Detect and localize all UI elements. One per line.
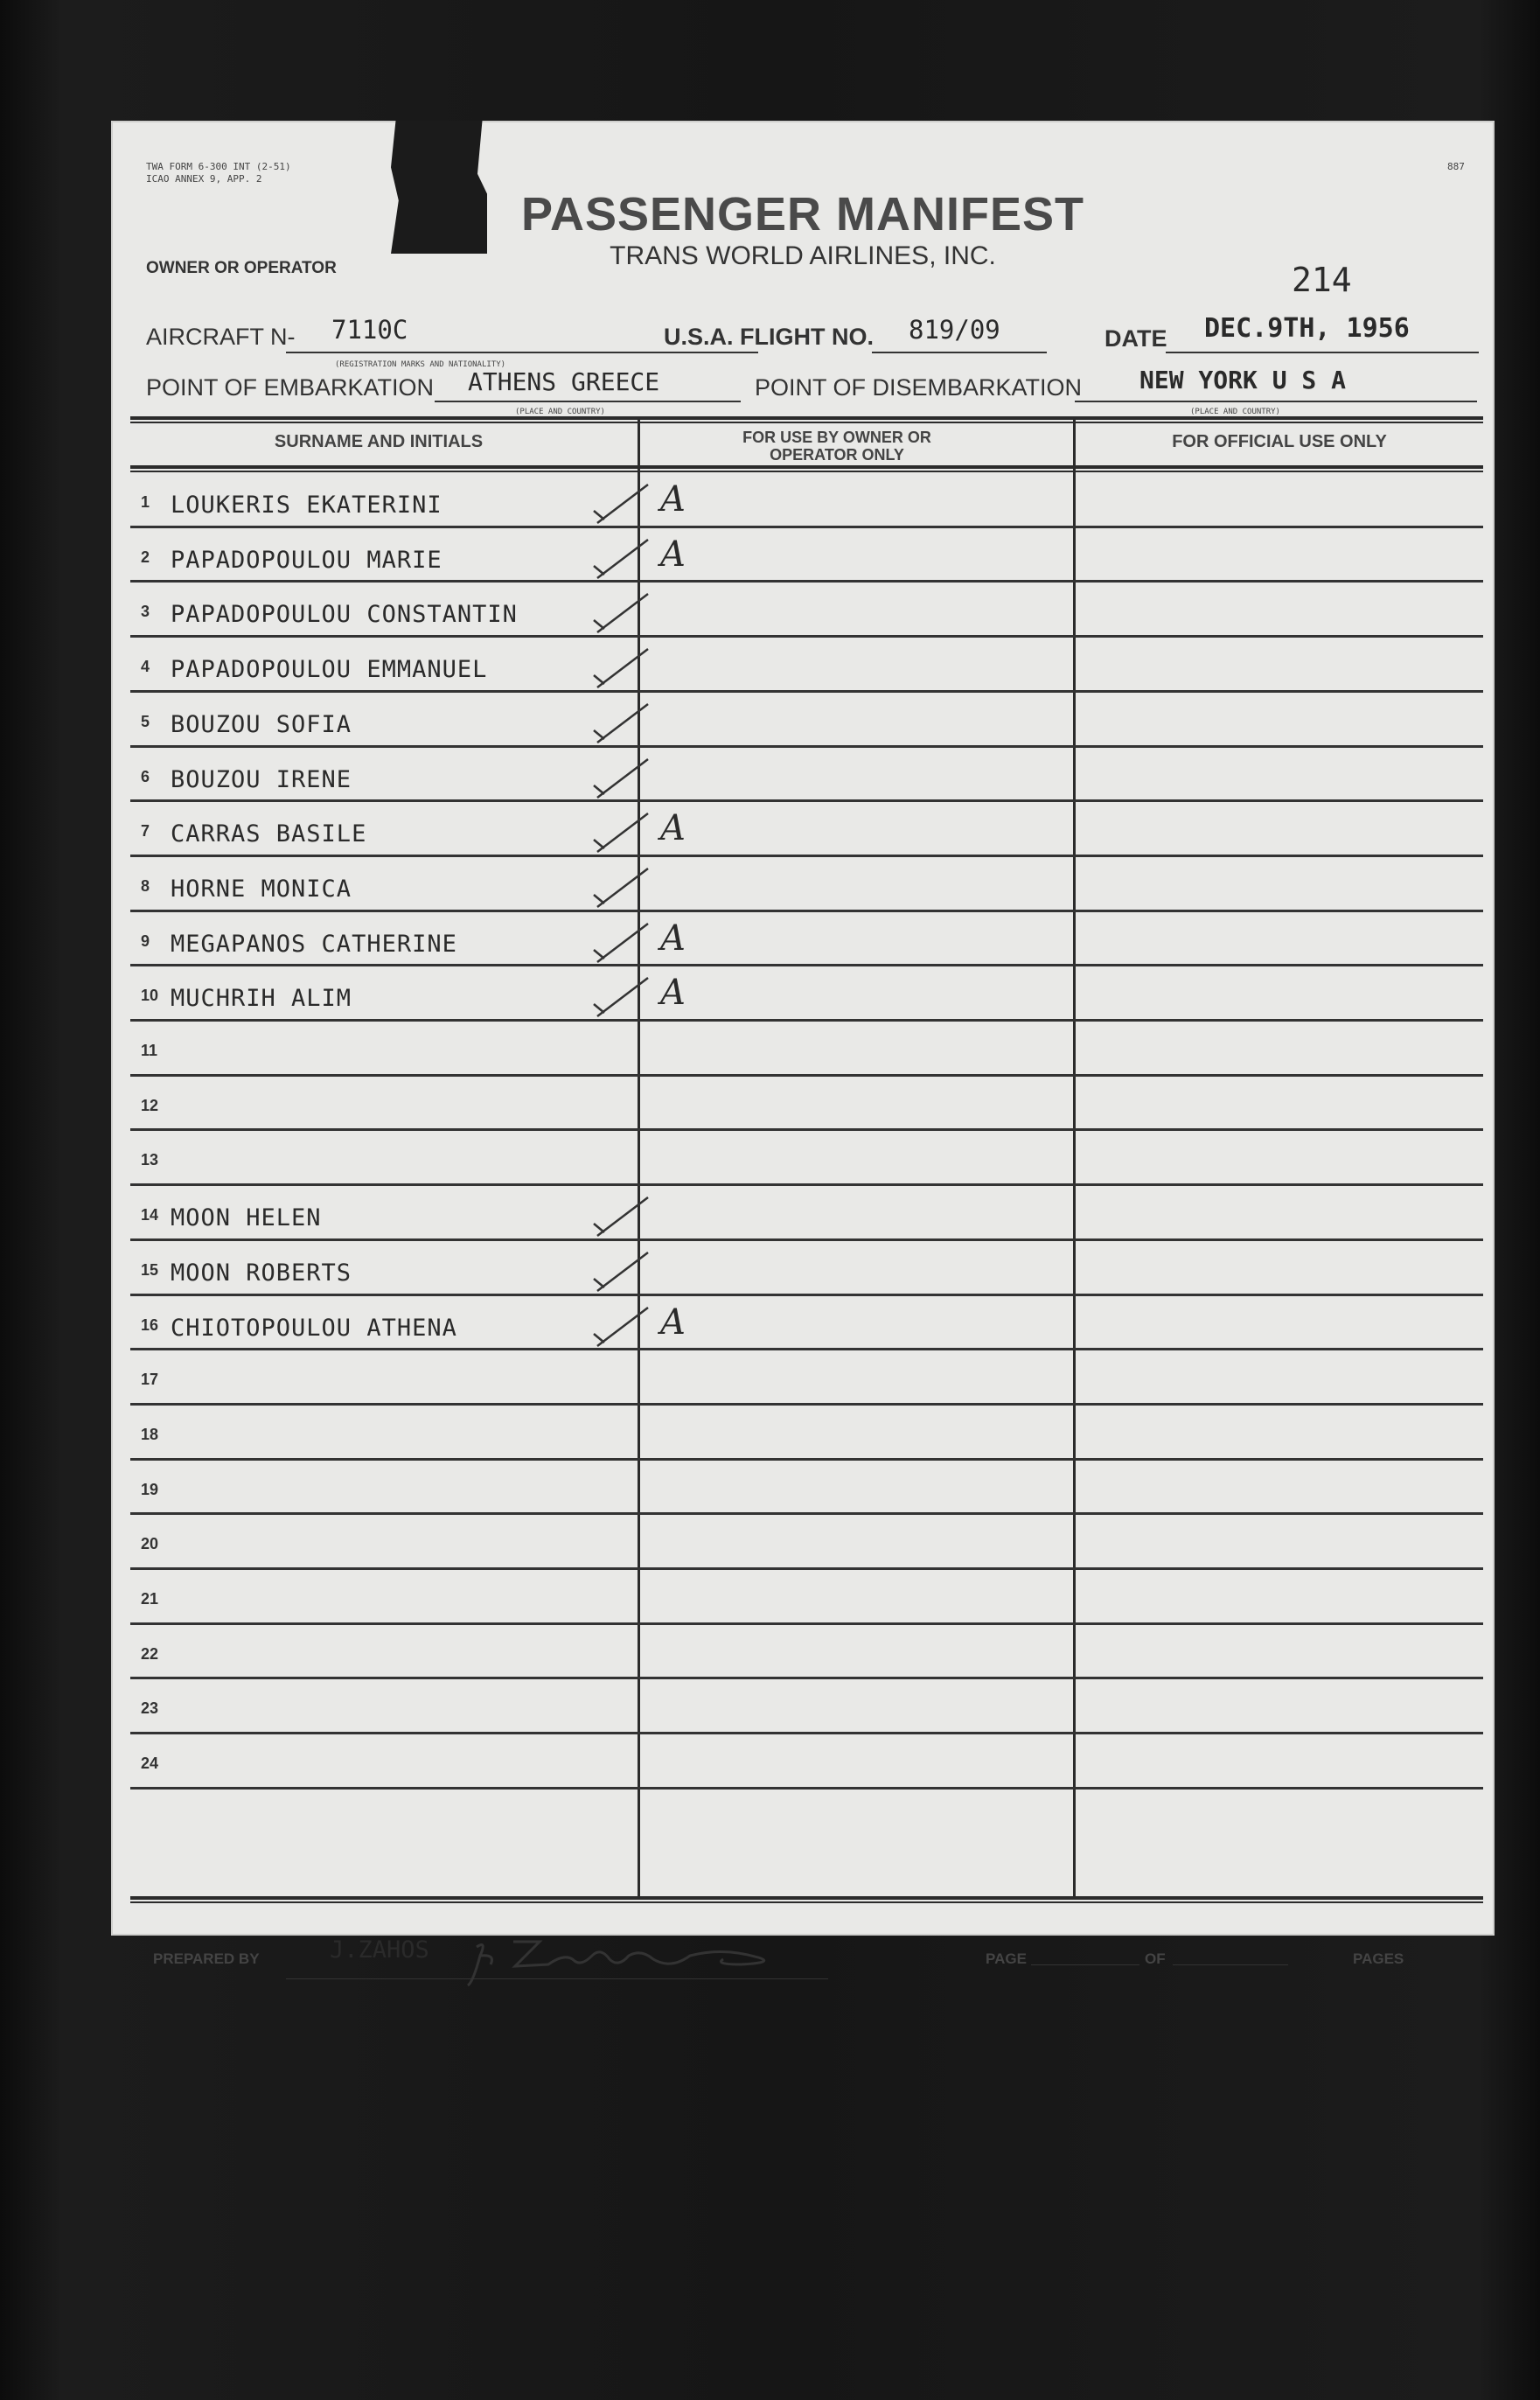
row-number: 5: [141, 712, 150, 730]
header-rule-bottom: [130, 465, 1483, 469]
passenger-name: BOUZOU SOFIA: [171, 710, 352, 738]
aircraft-sub: (REGISTRATION MARKS AND NATIONALITY): [335, 360, 506, 369]
check-mark-icon: [590, 805, 652, 857]
disembarkation-value: NEW YORK U S A: [1139, 366, 1347, 394]
row-separator: [130, 745, 1483, 748]
corner-number: 887: [1447, 161, 1465, 172]
form-code-line-1: TWA FORM 6-300 INT (2-51): [146, 161, 291, 172]
row-separator: [130, 1294, 1483, 1296]
check-mark-icon: [590, 1244, 652, 1296]
check-mark-icon: [590, 750, 652, 803]
embarkation-value: ATHENS GREECE: [468, 367, 660, 396]
form-code-line-2: ICAO ANNEX 9, APP. 2: [146, 173, 262, 185]
prepared-by-value: J.ZAHOS: [330, 1936, 429, 1964]
row-number: 11: [141, 1042, 158, 1059]
row-separator: [130, 1074, 1483, 1077]
row-number: 6: [141, 767, 150, 785]
disembarkation-underline: [1075, 401, 1477, 402]
of-label: OF: [1145, 1950, 1166, 1967]
row-separator: [130, 1019, 1483, 1022]
operator-name: TRANS WORLD AIRLINES, INC.: [610, 241, 996, 270]
aircraft-underline: [286, 352, 758, 353]
row-separator: [130, 690, 1483, 693]
row-separator: [130, 1512, 1483, 1515]
row-separator: [130, 1732, 1483, 1734]
check-mark-icon: [590, 915, 652, 967]
row-separator: [130, 1567, 1483, 1570]
row-number: 1: [141, 493, 150, 511]
row-separator: [130, 1238, 1483, 1241]
passenger-name: LOUKERIS EKATERINI: [171, 492, 442, 519]
signature-image: [461, 1921, 863, 1991]
passenger-name: PAPADOPOULOU MARIE: [171, 546, 442, 574]
row-number: 22: [141, 1644, 159, 1663]
row-number: 13: [141, 1151, 159, 1169]
passenger-name: PAPADOPOULOU EMMANUEL: [171, 656, 488, 684]
row-separator: [130, 855, 1483, 857]
check-mark-icon: [590, 531, 652, 583]
row-separator: [130, 1622, 1483, 1625]
row-number: 17: [141, 1371, 159, 1389]
passenger-name: BOUZOU IRENE: [171, 765, 352, 793]
passenger-name: MOON HELEN: [171, 1204, 322, 1232]
row-separator: [130, 1458, 1483, 1461]
passenger-name: MUCHRIH ALIM: [171, 985, 352, 1013]
date-underline: [1166, 352, 1479, 353]
row-number: 21: [141, 1590, 159, 1608]
row-separator: [130, 1348, 1483, 1350]
handwritten-mark: A: [660, 973, 686, 1014]
passenger-name: CHIOTOPOULOU ATHENA: [171, 1314, 457, 1342]
row-separator: [130, 799, 1483, 802]
passenger-name: HORNE MONICA: [171, 875, 352, 903]
prepared-by-label: PREPARED BY: [153, 1950, 260, 1967]
check-mark-icon: [590, 969, 652, 1022]
row-number: 9: [141, 931, 150, 950]
row-separator: [130, 526, 1483, 528]
handwritten-mark: A: [660, 534, 686, 575]
check-mark-icon: [590, 695, 652, 748]
column-owner-use: FOR USE BY OWNER OR OPERATOR ONLY: [742, 429, 931, 464]
header-rule-bottom-2: [130, 471, 1483, 472]
date-value: DEC.9TH, 1956: [1204, 313, 1410, 344]
passenger-name: PAPADOPOULOU CONSTANTIN: [171, 601, 518, 629]
disembarkation-label: POINT OF DISEMBARKATION: [755, 374, 1083, 401]
row-number: 18: [141, 1425, 159, 1443]
flight-value: 819/09: [909, 315, 1000, 345]
handwritten-mark: A: [660, 917, 686, 959]
page-label: PAGE: [986, 1950, 1027, 1967]
header-rule-top-2: [130, 422, 1483, 423]
row-separator: [130, 964, 1483, 966]
column-official-use: FOR OFFICIAL USE ONLY: [1172, 432, 1387, 451]
manifest-sheet: [111, 121, 1495, 1967]
column-surname: SURNAME AND INITIALS: [274, 432, 484, 451]
column-divider-2: [1073, 418, 1076, 1896]
passenger-name: MEGAPANOS CATHERINE: [171, 930, 457, 958]
row-number: 2: [141, 548, 150, 566]
passenger-name: CARRAS BASILE: [171, 820, 367, 848]
table-bottom-rule: [130, 1896, 1483, 1900]
row-separator: [130, 1787, 1483, 1790]
embarkation-sub: (PLACE AND COUNTRY): [515, 408, 605, 416]
row-number: 12: [141, 1096, 159, 1114]
passenger-name: MOON ROBERTS: [171, 1259, 352, 1287]
row-separator: [130, 1128, 1483, 1131]
page-title: PASSENGER MANIFEST: [520, 188, 1085, 241]
page-underline: [1031, 1964, 1139, 1965]
row-separator: [130, 1403, 1483, 1406]
embarkation-label: POINT OF EMBARKATION: [146, 374, 435, 401]
pages-label: PAGES: [1353, 1950, 1404, 1967]
row-number: 19: [141, 1480, 159, 1498]
row-number: 3: [141, 603, 150, 621]
row-number: 10: [141, 987, 159, 1005]
owner-label: OWNER OR OPERATOR: [146, 259, 337, 277]
row-number: 16: [141, 1315, 159, 1334]
row-number: 4: [141, 658, 150, 676]
handwritten-mark: A: [660, 479, 686, 520]
check-mark-icon: [590, 640, 652, 693]
date-label: DATE: [1104, 325, 1167, 352]
aircraft-label: AIRCRAFT N-: [146, 324, 296, 350]
row-separator: [130, 1677, 1483, 1679]
row-number: 20: [141, 1535, 159, 1553]
row-number: 8: [141, 876, 150, 895]
row-number: 15: [141, 1260, 159, 1279]
embarkation-underline: [435, 401, 741, 402]
row-separator: [130, 635, 1483, 638]
handwritten-mark: A: [660, 808, 686, 849]
row-separator: [130, 1183, 1483, 1186]
check-mark-icon: [590, 476, 652, 528]
flight-underline: [872, 352, 1047, 353]
check-mark-icon: [590, 585, 652, 638]
check-mark-icon: [590, 860, 652, 912]
row-number: 14: [141, 1206, 159, 1224]
row-separator: [130, 580, 1483, 583]
row-number: 24: [141, 1755, 159, 1773]
row-number: 23: [141, 1699, 159, 1718]
disembarkation-sub: (PLACE AND COUNTRY): [1190, 408, 1280, 416]
table-bottom-rule-2: [130, 1901, 1483, 1903]
handwritten-mark: A: [660, 1301, 686, 1343]
header-rule-top: [130, 416, 1483, 420]
flight-label: U.S.A. FLIGHT NO.: [664, 324, 874, 350]
page-number: 214: [1292, 261, 1352, 299]
aircraft-value: 7110C: [331, 315, 408, 345]
prepared-by-underline: [286, 1978, 828, 1979]
of-underline: [1173, 1964, 1288, 1965]
check-mark-icon: [590, 1299, 652, 1351]
row-number: 7: [141, 822, 150, 841]
check-mark-icon: [590, 1189, 652, 1241]
row-separator: [130, 910, 1483, 912]
